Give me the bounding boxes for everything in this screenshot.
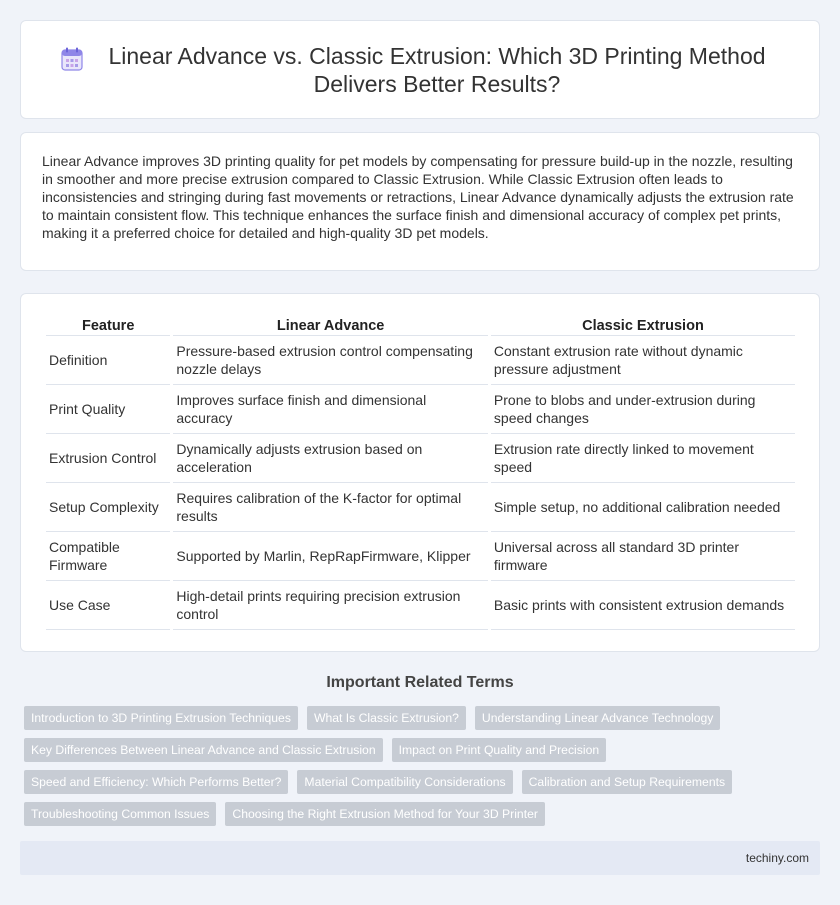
intro-paragraph: Linear Advance improves 3D printing quality for pet models by compensating for pressure build-up in the nozzle, resulting in smoother and more precise extrusion compared to Classic Extrusion. While Classic Extrusion often leads to inconsistencies and stringing during fast movements or retractions, Linear Advance dynamically adjusts the extrusion rate to maintain consistent flow. This technique enhances the surface finish and dimensional accuracy of complex pet prints, making it a preferred choice for detailed and high-quality 3D pet models. [42,153,794,241]
related-term-link[interactable]: Introduction to 3D Printing Extrusion Techniques [24,706,298,730]
table-header-row [46,314,795,336]
header-classic-extrusion: Classic Extrusion [491,314,795,336]
page-title: Linear Advance vs. Classic Extrusion: Which 3D Printing Method Delivers Better Results? [108,42,766,97]
related-term-link[interactable]: What Is Classic Extrusion? [307,706,466,730]
table-row [46,385,795,434]
related-terms-title: Important Related Terms [326,674,514,691]
header-linear-advance: Linear Advance [173,314,488,336]
tag-row [24,706,804,730]
row-feature: Setup Complexity [46,483,170,532]
tag-row [24,770,804,794]
related-term-link[interactable]: Speed and Efficiency: Which Performs Better? [24,770,288,794]
row-feature: Extrusion Control [46,434,170,483]
row-classic-extrusion: Constant extrusion rate without dynamic pressure adjustment [491,336,795,385]
related-term-link[interactable]: Impact on Print Quality and Precision [392,738,607,762]
table-row [46,532,795,581]
row-classic-extrusion: Basic prints with consistent extrusion demands [491,581,795,630]
row-feature: Use Case [46,581,170,630]
row-feature: Definition [46,336,170,385]
comparison-card [20,293,820,652]
related-term-link[interactable]: Troubleshooting Common Issues [24,802,216,826]
header-feature: Feature [46,314,170,336]
table-row [46,434,795,483]
row-linear-advance: Requires calibration of the K-factor for optimal results [173,483,488,532]
row-classic-extrusion: Universal across all standard 3D printer firmware [491,532,795,581]
header-card [20,20,820,119]
row-classic-extrusion: Simple setup, no additional calibration needed [491,483,795,532]
tag-row [24,802,804,826]
table-row [46,336,795,385]
row-linear-advance: Pressure-based extrusion control compensating nozzle delays [173,336,488,385]
row-linear-advance: Dynamically adjusts extrusion based on acceleration [173,434,488,483]
related-term-link[interactable]: Calibration and Setup Requirements [522,770,732,794]
row-linear-advance: Improves surface finish and dimensional accuracy [173,385,488,434]
comparison-table [43,314,798,630]
intro-card [20,132,820,271]
tag-row [24,738,804,762]
row-feature: Compatible Firmware [46,532,170,581]
footer-brand[interactable]: techiny.com [745,851,809,865]
related-term-link[interactable]: Key Differences Between Linear Advance and Classic Extrusion [24,738,383,762]
related-term-link[interactable]: Material Compatibility Considerations [297,770,512,794]
related-term-link[interactable]: Choosing the Right Extrusion Method for Your 3D Printer [225,802,545,826]
related-term-link[interactable]: Understanding Linear Advance Technology [475,706,721,730]
row-linear-advance: Supported by Marlin, RepRapFirmware, Klipper [173,532,488,581]
footer [20,841,820,875]
row-classic-extrusion: Extrusion rate directly linked to movement speed [491,434,795,483]
row-linear-advance: High-detail prints requiring precision extrusion control [173,581,488,630]
row-feature: Print Quality [46,385,170,434]
row-classic-extrusion: Prone to blobs and under-extrusion during speed changes [491,385,795,434]
table-row [46,581,795,630]
table-row [46,483,795,532]
related-terms [24,706,804,834]
